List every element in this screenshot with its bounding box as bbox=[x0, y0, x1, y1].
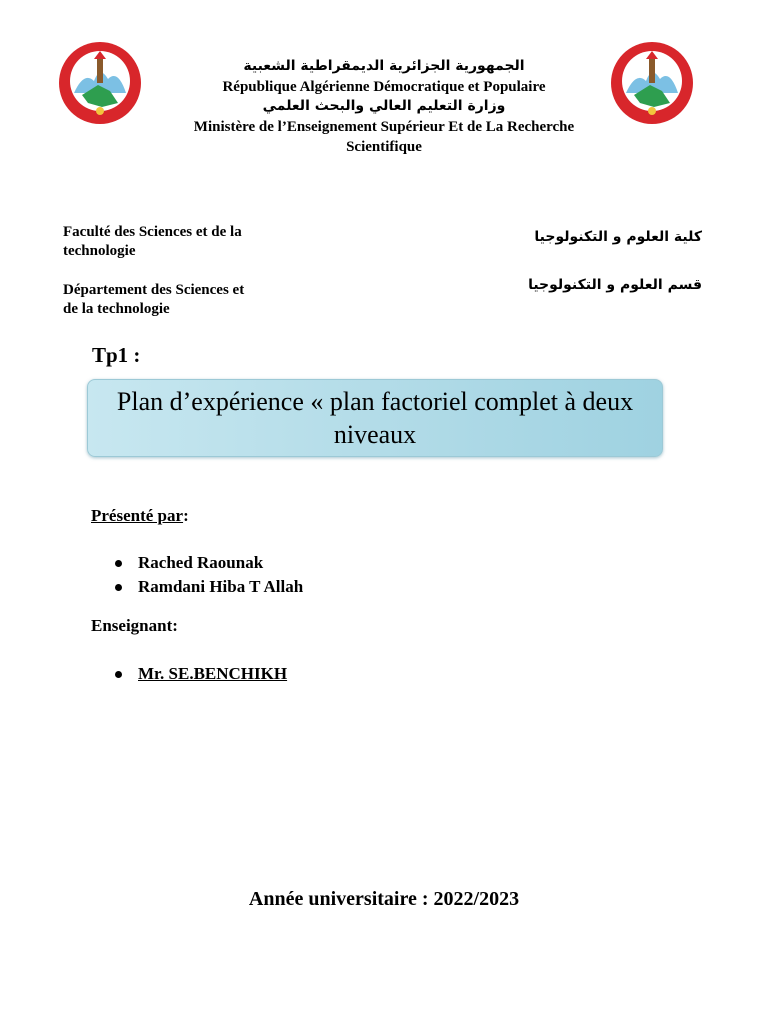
teacher-name: Mr. SE.BENCHIKH bbox=[138, 664, 288, 683]
title-line1: Plan d’expérience « plan factoriel complet à deux bbox=[116, 387, 634, 416]
tp-label: Tp1 : bbox=[92, 343, 141, 367]
bullet-icon bbox=[115, 560, 122, 567]
title-box bbox=[87, 379, 663, 457]
presented-by-heading bbox=[91, 506, 189, 526]
faculty-french bbox=[63, 223, 293, 261]
header-arabic-republic: الجمهورية الجزائرية الديمقراطية الشعبية bbox=[243, 58, 525, 74]
department-french-line2: de la technologie bbox=[63, 301, 170, 317]
presented-by-colon: : bbox=[183, 506, 189, 525]
teacher-label: Enseignant: bbox=[91, 616, 178, 635]
header-arabic-ministry: وزارة التعليم العالي والبحث العلمي bbox=[262, 98, 506, 114]
teacher-list bbox=[115, 662, 287, 686]
header-french-ministry-line2: Scientifique bbox=[346, 139, 422, 155]
department-french-line1: Département des Sciences et bbox=[63, 282, 245, 298]
student-name: Ramdani Hiba T Allah bbox=[138, 577, 304, 596]
student-name: Rached Raounak bbox=[138, 553, 264, 572]
department-arabic: قسم العلوم و التكنولوجيا bbox=[528, 277, 702, 293]
department-french bbox=[63, 281, 293, 319]
bullet-icon bbox=[115, 671, 122, 678]
list-item bbox=[115, 662, 287, 686]
title-line2: niveaux bbox=[333, 420, 417, 449]
academic-year: Année universitaire : 2022/2023 bbox=[248, 888, 520, 910]
header-french-republic: République Algérienne Démocratique et Populaire bbox=[222, 79, 546, 95]
list-item bbox=[115, 575, 303, 599]
presented-by-label: Présenté par bbox=[91, 506, 184, 525]
list-item bbox=[115, 551, 303, 575]
faculty-arabic: كلية العلوم و التكنولوجيا bbox=[534, 229, 702, 245]
header-french-ministry-line1: Ministère de l’Enseignement Supérieur Et de La Recherche bbox=[193, 119, 575, 135]
bullet-icon bbox=[115, 584, 122, 591]
student-list bbox=[115, 551, 303, 599]
faculty-french-line2: technologie bbox=[63, 243, 136, 259]
faculty-french-line1: Faculté des Sciences et de la bbox=[63, 224, 242, 240]
